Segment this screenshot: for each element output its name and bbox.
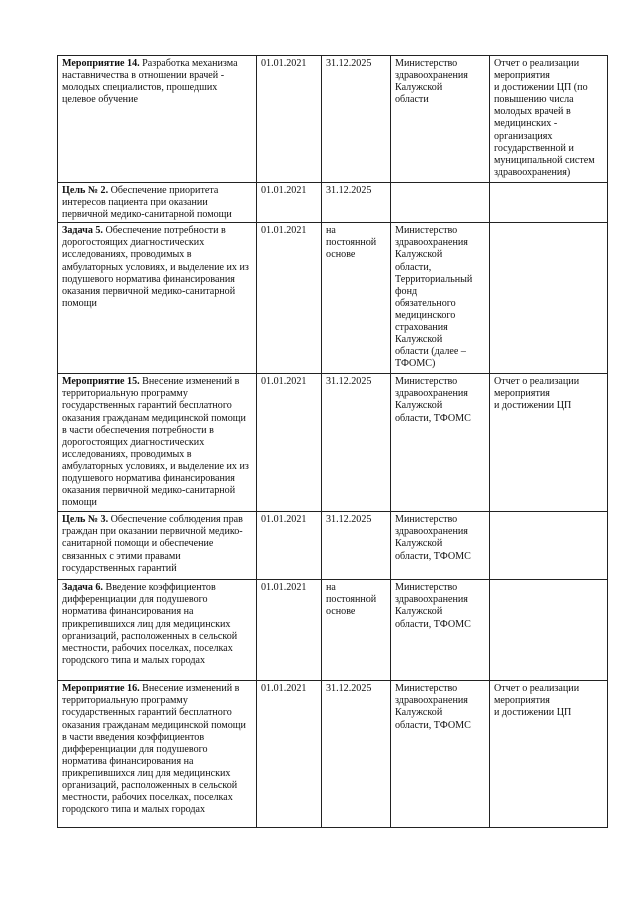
result-cell: Отчет о реализации мероприятия и достижении ЦП xyxy=(490,681,608,828)
measure-text: Введение коэффициентов дифференциации для подушевого норматива финансирования на прикрепившихся лиц для медицинских организаций, расположенных в сельской местности, рабочих поселках, поселках городского типа и малых городах xyxy=(62,582,238,666)
start-date-cell: 01.01.2021 xyxy=(257,183,322,223)
start-date-cell: 01.01.2021 xyxy=(257,223,322,374)
measure-text: Внесение изменений в территориальную программу государственных гарантий бесплатного оказания гражданам медицинской помощи в части введения коэффициентов дифференциации для подушевого норматива финансирования на прикрепившихся лиц для медицинских организаций, расположенных в сельской местности, рабочих поселках, поселках городского типа и малых городах xyxy=(62,683,246,816)
start-date-cell: 01.01.2021 xyxy=(257,374,322,512)
end-date-cell: 31.12.2025 xyxy=(322,374,391,512)
measure-name-cell xyxy=(58,580,257,681)
executor-cell xyxy=(391,183,490,223)
measure-name-cell xyxy=(58,223,257,374)
result-cell xyxy=(490,580,608,681)
measure-text: Внесение изменений в территориальную программу государственных гарантий бесплатного оказания гражданам медицинской помощи в части обеспечения потребности в дорогостоящих диагностических исследованиях, проводимых в амбулаторных условиях, и выделение их из подушевого норматива финансирования оказания первичной медико-санитарной помощи xyxy=(62,376,249,509)
end-date-cell: на постоянной основе xyxy=(322,580,391,681)
measure-name-cell xyxy=(58,374,257,512)
result-cell: Отчет о реализации мероприятия и достижении ЦП (по повышению числа молодых врачей в медицинских - организациях государственной и муниципальной систем здравоохранения) xyxy=(490,56,608,183)
measures-table xyxy=(57,55,608,828)
end-date-cell: на постоянной основе xyxy=(322,223,391,374)
table-row xyxy=(58,580,608,681)
executor-cell: Министерство здравоохранения Калужской области, ТФОМС xyxy=(391,580,490,681)
table-row xyxy=(58,223,608,374)
start-date-cell: 01.01.2021 xyxy=(257,56,322,183)
result-cell xyxy=(490,183,608,223)
measure-text: Обеспечение соблюдения прав граждан при оказании первичной медико-санитарной помощи и обеспечение связанных с этими правами государственных гарантий xyxy=(62,514,243,574)
measure-text: Разработка механизма наставничества в отношении врачей - молодых специалистов, прошедших целевое обучение xyxy=(62,58,238,106)
measure-label: Мероприятие 14. xyxy=(62,58,140,69)
executor-cell: Министерство здравоохранения Калужской области, ТФОМС xyxy=(391,374,490,512)
measure-text: Обеспечение приоритета интересов пациента при оказании первичной медико-санитарной помощи xyxy=(62,185,232,221)
measure-label: Цель № 2. xyxy=(62,185,109,196)
measure-name-cell xyxy=(58,56,257,183)
measure-label: Задача 6. xyxy=(62,582,103,594)
measure-name-cell xyxy=(58,681,257,828)
measure-name-cell xyxy=(58,183,257,223)
result-cell xyxy=(490,512,608,580)
result-cell: Отчет о реализации мероприятия и достижении ЦП xyxy=(490,374,608,512)
end-date-cell: 31.12.2025 xyxy=(322,681,391,828)
measure-name-cell xyxy=(58,512,257,580)
end-date-cell: 31.12.2025 xyxy=(322,183,391,223)
table-row xyxy=(58,56,608,183)
executor-cell: Министерство здравоохранения Калужской области, ТФОМС xyxy=(391,681,490,828)
measure-label: Цель № 3. xyxy=(62,514,109,526)
executor-cell: Министерство здравоохранения Калужской области xyxy=(391,56,490,183)
start-date-cell: 01.01.2021 xyxy=(257,580,322,681)
measure-text: Обеспечение потребности в дорогостоящих диагностических исследованиях, проводимых в амбулаторных условиях, и выделение их из подушевого норматива финансирования оказания первичной медико-санитарной помощи xyxy=(62,225,249,309)
measure-label: Мероприятие 15. xyxy=(62,376,140,388)
start-date-cell: 01.01.2021 xyxy=(257,512,322,580)
end-date-cell: 31.12.2025 xyxy=(322,512,391,580)
executor-cell: Министерство здравоохранения Калужской области, ТФОМС xyxy=(391,512,490,580)
start-date-cell: 01.01.2021 xyxy=(257,681,322,828)
measure-label: Задача 5. xyxy=(62,225,103,237)
end-date-cell: 31.12.2025 xyxy=(322,56,391,183)
table-row xyxy=(58,681,608,828)
measure-label: Мероприятие 16. xyxy=(62,683,140,695)
table-row xyxy=(58,374,608,512)
result-cell xyxy=(490,223,608,374)
table-row xyxy=(58,512,608,580)
executor-cell: Министерство здравоохранения Калужской области, Территориальный фонд обязательного медицинского страхования Калужской области (далее – ТФОМС) xyxy=(391,223,490,374)
table-row xyxy=(58,183,608,223)
